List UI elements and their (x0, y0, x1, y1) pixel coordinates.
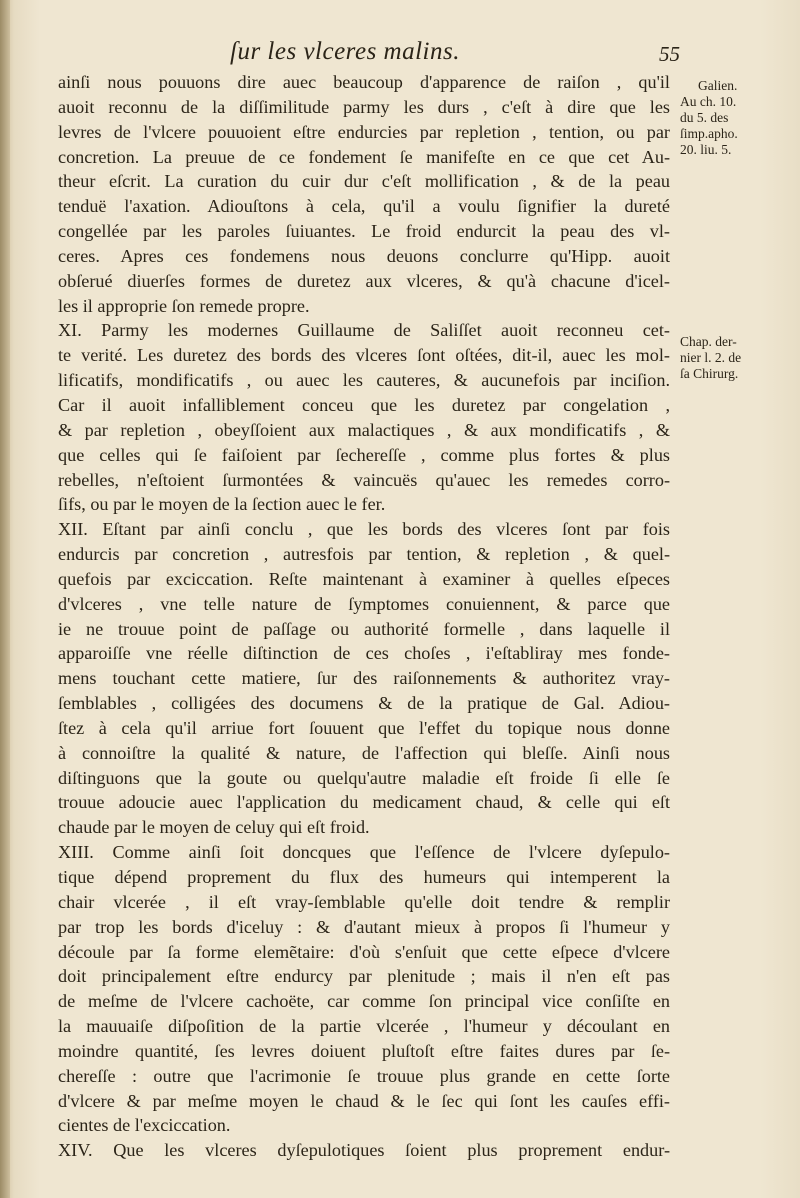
text-line: XIII. Comme ainſi ſoit doncques que l'eſſence de l'vlcere dyſepulo- (58, 842, 670, 863)
text-line: ie ne trouue point de paſſage ou authorité formelle , dans laquelle il (58, 618, 670, 639)
text-line: les il approprie ſon remede propre. (58, 295, 310, 316)
text-line: theur eſcrit. La curation du cuir dur c'eſt mollification , & de la peau (58, 171, 670, 192)
text-line: diſtinguons que la goute ou quelqu'autre maladie eſt froide ſi elle ſe (58, 767, 670, 788)
text-line: par trop les bords d'iceluy : & d'autant mieux à propos ſi l'humeur y (58, 916, 670, 937)
margin-note-galien (680, 78, 800, 158)
text-line: congellée par les paroles ſuiuantes. Le froid endurcit la peau des vl- (58, 221, 670, 242)
text-line: de meſme de l'vlcere cachoëte, car comme ſon principal vice conſiſte en (58, 991, 670, 1012)
text-line: d'vlcere & par meſme moyen le chaud & le ſec qui ſont les cauſes effi- (58, 1090, 670, 1111)
text-line: chair vlcerée , il eſt vray-ſemblable qu'elle doit tendre & remplir (58, 891, 670, 912)
text-line: lificatifs, mondificatifs , ou auec les cauteres, & aucunefois par inciſion. (58, 370, 670, 391)
text-line: d'vlceres , vne telle nature de ſymptomes conuiennent, & parce que (58, 593, 670, 614)
text-line: chaude par le moyen de celuy qui eſt froid. (58, 817, 370, 838)
page-number: 55 (659, 42, 680, 66)
text-line: ceres. Apres ces fondemens nous deuons conclurre qu'Hipp. auoit (58, 245, 670, 266)
text-line: te verité. Les duretez des bords des vlceres ſont oſtées, dit-il, auec les mol- (58, 345, 670, 366)
text-line: & par repletion , obeyſſoient aux malactiques , & aux mondificatifs , & (58, 419, 670, 440)
margin-note-line: nier l. 2. de (680, 350, 742, 365)
margin-note-line: ſa Chirurg. (680, 366, 739, 381)
text-line: apparoiſſe vne réelle diſtinction de ces choſes , i'eſtabliray mes fonde- (58, 643, 670, 664)
page-gutter-shadow (0, 0, 10, 1198)
margin-note-chirurgie (680, 334, 800, 382)
text-line: quefois par exciccation. Reſte maintenant à examiner à quelles eſpeces (58, 568, 670, 589)
text-line: doit principalement eſtre endurcy par plenitude ; mais il n'en eſt pas (58, 966, 670, 987)
text-line: obſerué diuerſes formes de duretez aux vlceres, & qu'à chacune d'icel- (58, 270, 670, 291)
text-line: tenduë l'axation. Adiouſtons à cela, qu'il a voulu ſignifier la dureté (58, 196, 670, 217)
margin-note-line: Au ch. 10. (680, 94, 737, 109)
text-line: rebelles, n'eſtoient ſurmontées & vaincuës qu'auec les remedes corro- (58, 469, 670, 490)
text-line: XI. Parmy les modernes Guillaume de Saliſſet auoit reconneu cet- (58, 320, 670, 341)
text-line: trouue adoucie auec l'application du medicament chaud, & celle qui eſt (58, 792, 670, 813)
text-line: auoit reconnu de la diſſimilitude parmy les durs , c'eſt à dire que les (58, 96, 670, 117)
text-line: Car il auoit infalliblement conceu que les duretez par congelation , (58, 394, 670, 415)
text-line: XII. Eſtant par ainſi conclu , que les bords des vlceres ſont par fois (58, 519, 670, 540)
margin-note-line: ſimp.apho. (680, 126, 738, 141)
text-line: moindre quantité, ſes levres doiuent pluſtoſt eſtre faites dures par ſe- (58, 1040, 670, 1061)
text-line: ſtez à cela qu'il arriue fort ſouuent que l'effet du topique nous donne (58, 717, 670, 738)
text-line: chereſſe : outre que l'acrimonie ſe trouue plus grande en cette ſorte (58, 1065, 670, 1086)
text-line: à connoiſtre la qualité & nature, de l'affection qui bleſſe. Ainſi nous (58, 742, 670, 763)
text-line: levres de l'vlcere pouuoient eſtre endurcies par repletion , tention, ou par (58, 121, 670, 142)
margin-note-line: du 5. des (680, 110, 729, 125)
text-line: tique dépend proprement du flux des humeurs qui intemperent la (58, 867, 670, 887)
body-text (58, 70, 670, 1163)
margin-note-line: 20. liu. 5. (680, 142, 732, 157)
margin-note-line: Galien. (698, 78, 738, 93)
text-line: ainſi nous pouuons dire auec beaucoup d'apparence de raiſon , qu'il (58, 72, 670, 92)
text-line: concretion. La preuue de ce fondement ſe manifeſte en ce que cet Au- (58, 146, 670, 167)
text-line: mens touchant cette matiere, ſur des raiſonnements & authoritez vray- (58, 668, 670, 689)
text-line: XIV. Que les vlceres dyſepulotiques ſoient plus proprement endur- (58, 1140, 670, 1161)
text-line: ſifs, ou par le moyen de la ſection auec le fer. (58, 494, 386, 515)
text-line: cientes de l'exciccation. (58, 1115, 231, 1136)
running-title: ſur les vlceres malins. (230, 38, 460, 65)
text-line: la mauuaiſe diſpoſition de la partie vlcerée , l'humeur y découlant en (58, 1016, 670, 1037)
text-line: ſemblables , colligées des documens & de la pratique de Gal. Adiou- (58, 693, 670, 714)
text-line: que celles qui ſe faiſoient par ſechereſſe , comme plus fortes & plus (58, 444, 670, 465)
page-header (60, 38, 680, 72)
margin-note-line: Chap. der- (680, 334, 737, 349)
text-line: endurcis par concretion , autresfois par tention, & repletion , & quel- (58, 544, 670, 565)
text-line: découle par ſa forme elemẽtaire: d'où s'enſuit que cette eſpece d'vlcere (58, 941, 670, 962)
